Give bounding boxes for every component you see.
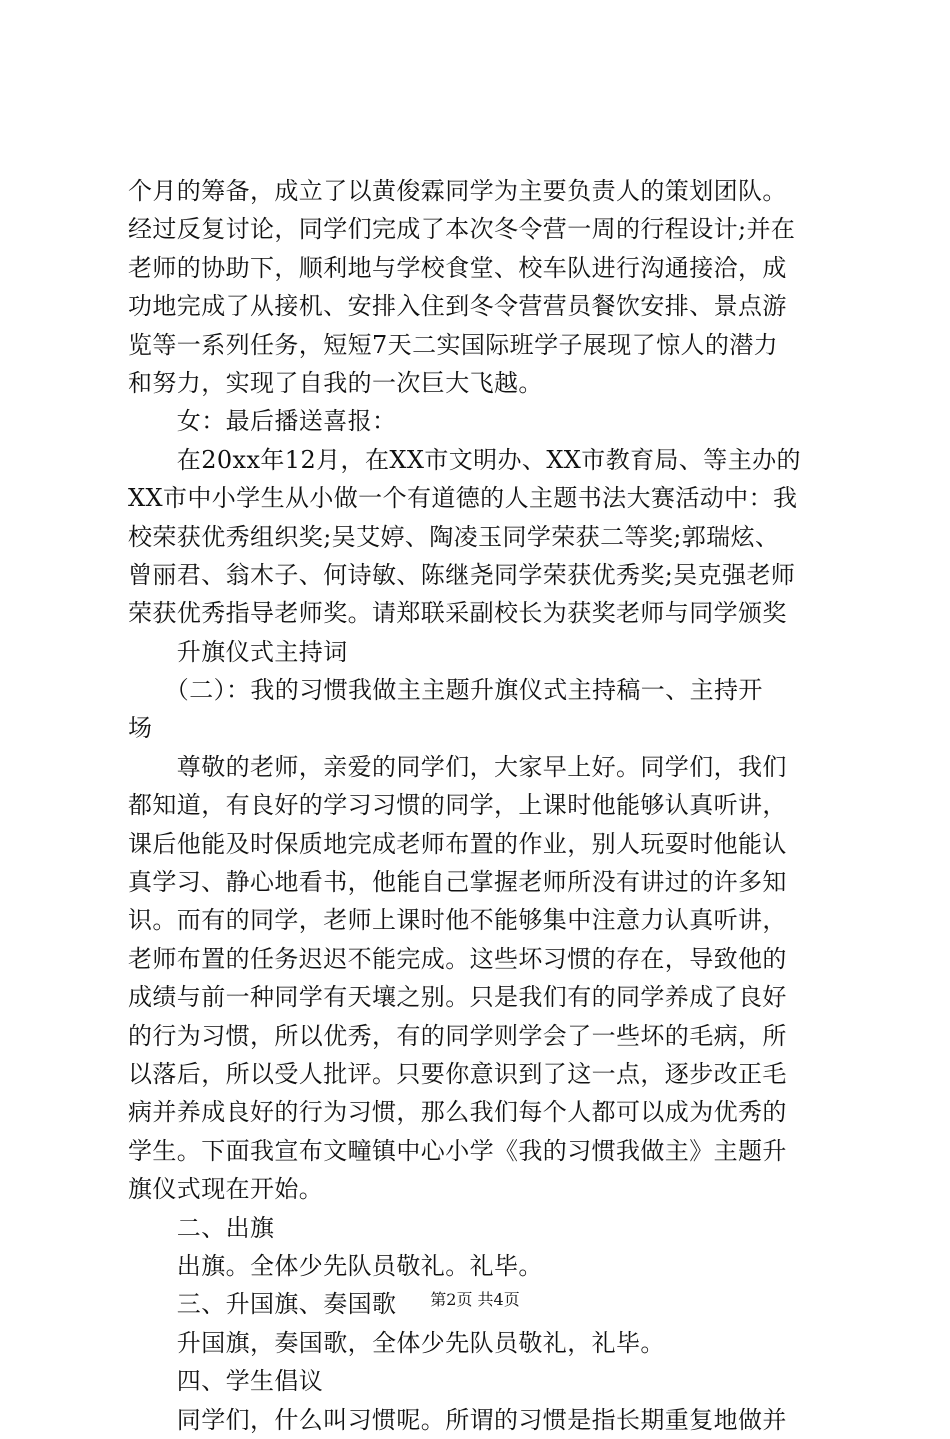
text-line: 老师的协助下，顺利地与学校食堂、校车队进行沟通接洽，成 [128,253,787,282]
text-line: 出旗。全体少先队员敬礼。礼毕。 [128,1251,543,1280]
page-number: 第2页 共4页 [430,1290,520,1309]
text-line: 尊敬的老师，亲爱的同学们，大家早上好。同学们，我们 [128,752,787,781]
text-line: 真学习、静心地看书，他能自己掌握老师所没有讲过的许多知 [128,868,787,897]
text-line: 课后他能及时保质地完成老师布置的作业，别人玩耍时他能认 [128,829,787,858]
text-line: 曾丽君、翁木子、何诗敏、陈继尧同学荣获优秀奖;吴克强老师 [128,560,796,589]
text-line: 以落后，所以受人批评。只要你意识到了这一点，逐步改正毛 [128,1059,787,1088]
text-line: XX市中小学生从小做一个有道德的人主题书法大赛活动中：我 [128,484,798,513]
text-line: 校荣获优秀组织奖;吴艾婷、陶凌玉同学荣获二等奖;郭瑞炫、 [128,522,780,551]
text-line: 识。而有的同学，老师上课时他不能够集中注意力认真听讲， [128,906,787,935]
text-line: 同学们，什么叫习惯呢。所谓的习惯是指长期重复地做并 [128,1405,787,1434]
text-line: 旗仪式现在开始。 [128,1175,324,1204]
text-line: 场 [128,714,153,743]
document-body [128,172,833,1439]
section-heading: 三、升国旗、奏国歌 [128,1290,397,1319]
text-line: 览等一系列任务，短短7天二实国际班学子展现了惊人的潜力 [128,330,779,359]
section-heading: 升旗仪式主持词 [128,637,348,666]
section-heading: 二、出旗 [128,1213,275,1242]
section-heading: 四、学生倡议 [128,1367,324,1396]
text-line: 女：最后播送喜报： [128,407,397,436]
text-line: 个月的筹备，成立了以黄俊霖同学为主要负责人的策划团队。 [128,177,787,205]
text-line: （二）：我的习惯我做主主题升旗仪式主持稿一、主持开 [128,676,763,705]
text-line: 成绩与前一种同学有天壤之别。只是我们有的同学养成了良好 [128,983,787,1012]
page-footer [0,1290,950,1310]
text-line: 学生。下面我宣布文疃镇中心小学《我的习惯我做主》主题升 [128,1136,787,1165]
text-line: 病并养成良好的行为习惯，那么我们每个人都可以成为优秀的 [128,1098,787,1127]
text-line: 和努力，实现了自我的一次巨大飞越。 [128,368,543,397]
text-line: 老师布置的任务迟迟不能完成。这些坏习惯的存在，导致他的 [128,944,787,973]
text-line: 都知道，有良好的学习习惯的同学，上课时他能够认真听讲， [128,791,787,820]
text-line: 的行为习惯，所以优秀，有的同学则学会了一些坏的毛病，所 [128,1021,787,1050]
text-line: 升国旗，奏国歌，全体少先队员敬礼，礼毕。 [128,1328,665,1357]
text-line: 功地完成了从接机、安排入住到冬令营营员餐饮安排、景点游 [128,292,787,321]
text-line: 荣获优秀指导老师奖。请郑联采副校长为获奖老师与同学颁奖 [128,599,787,628]
text-line: 在20xx年12月，在XX市文明办、XX市教育局、等主办的 [128,445,801,474]
text-line: 经过反复讨论，同学们完成了本次冬令营一周的行程设计;并在 [128,215,796,244]
